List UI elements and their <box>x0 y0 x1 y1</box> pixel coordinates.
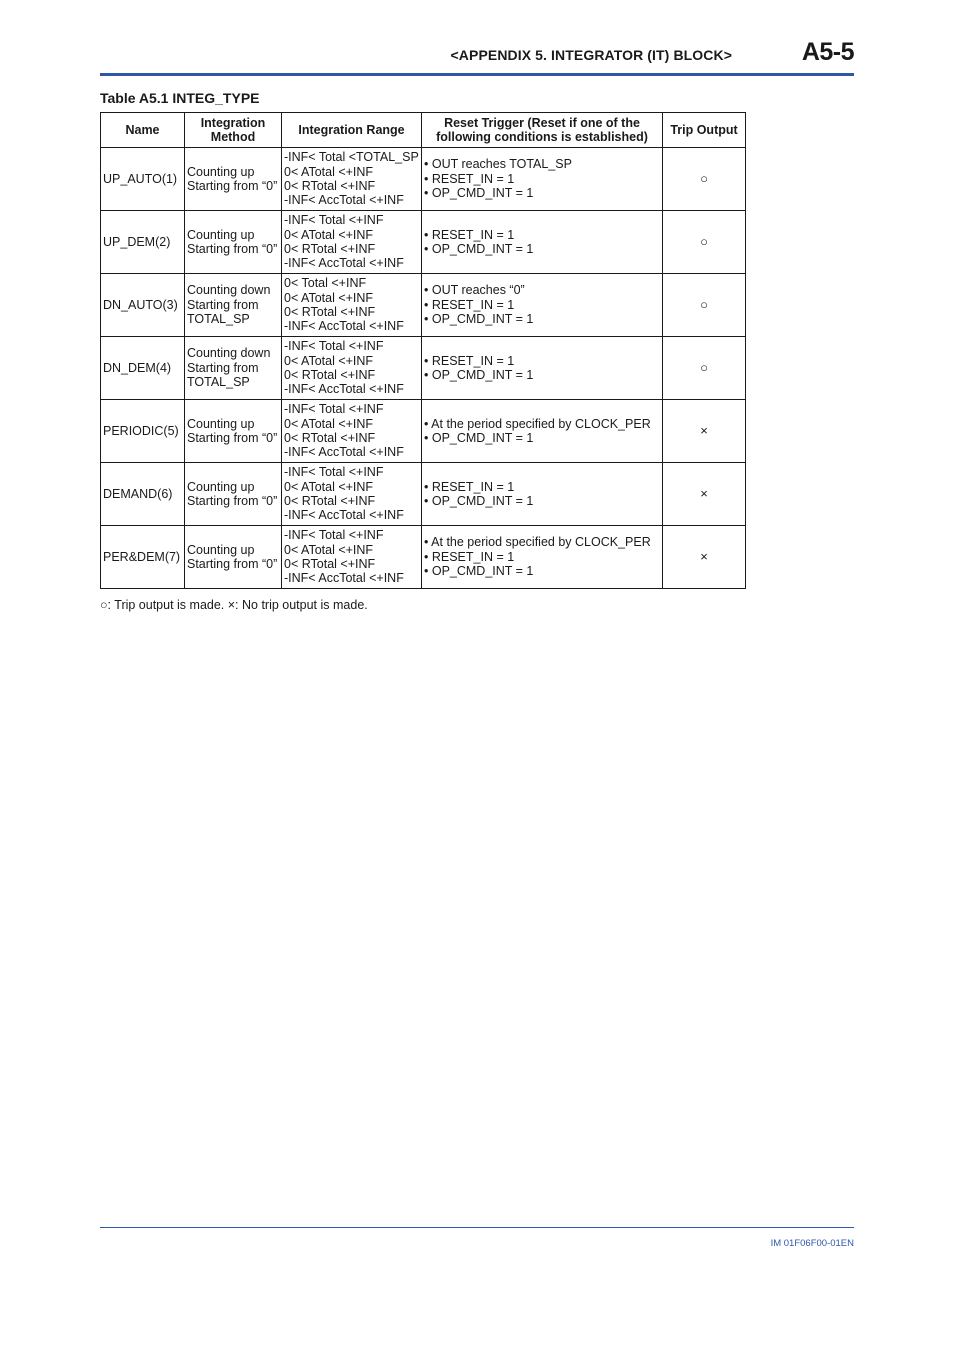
range-line: -INF< AccTotal <+INF <box>284 319 404 334</box>
cell-name: DEMAND(6) <box>101 463 185 526</box>
range-line: 0< Total <+INF <box>284 276 367 291</box>
reset-line: • OP_CMD_INT = 1 <box>424 564 534 579</box>
method-line: Starting from “0” <box>187 242 278 256</box>
range-line: 0< ATotal <+INF <box>284 542 374 557</box>
cross-icon: × <box>700 548 708 564</box>
header-trip: Trip Output <box>663 113 746 148</box>
cell-name: UP_DEM(2) <box>101 211 185 274</box>
header-name: Name <box>101 113 185 148</box>
method-line: Starting from “0” <box>187 179 278 193</box>
cross-icon: × <box>700 422 708 438</box>
reset-line: • At the period specified by CLOCK_PER <box>424 416 651 431</box>
cell-method <box>185 211 282 274</box>
cell-range <box>282 211 422 274</box>
reset-line: • RESET_IN = 1 <box>424 479 515 494</box>
cell-range <box>282 274 422 337</box>
table-footnote: ○: Trip output is made. ×: No trip output is made. <box>100 598 368 612</box>
cell-method <box>185 274 282 337</box>
cell-reset <box>422 274 663 337</box>
range-line: 0< RTotal <+INF <box>284 557 376 571</box>
range-line: 0< ATotal <+INF <box>284 416 374 431</box>
reset-line: • RESET_IN = 1 <box>424 171 515 186</box>
range-line: -INF< AccTotal <+INF <box>284 571 404 586</box>
reset-line: • OUT reaches “0” <box>424 283 525 298</box>
cell-method <box>185 400 282 463</box>
reset-line: • RESET_IN = 1 <box>424 227 515 242</box>
cell-reset <box>422 211 663 274</box>
range-line: -INF< Total <+INF <box>284 213 384 228</box>
method-line: TOTAL_SP <box>187 375 250 390</box>
range-line: 0< RTotal <+INF <box>284 494 376 508</box>
range-line: 0< ATotal <+INF <box>284 290 374 305</box>
cell-method <box>185 337 282 400</box>
circle-icon: ○ <box>700 170 708 186</box>
range-line: 0< RTotal <+INF <box>284 179 376 193</box>
table-row <box>101 337 746 400</box>
cell-reset <box>422 463 663 526</box>
method-line: Counting up <box>187 479 255 494</box>
circle-icon: ○ <box>700 296 708 312</box>
method-line: Counting down <box>187 283 271 298</box>
reset-line: • OP_CMD_INT = 1 <box>424 431 534 445</box>
method-line: TOTAL_SP <box>187 312 250 327</box>
range-line: -INF< Total <+INF <box>284 402 384 417</box>
method-line: Starting from “0” <box>187 431 278 445</box>
document-id: IM 01F06F00-01EN <box>770 1238 854 1249</box>
range-line: 0< ATotal <+INF <box>284 479 374 494</box>
reset-line: • OUT reaches TOTAL_SP <box>424 157 572 172</box>
cell-name: DN_DEM(4) <box>101 337 185 400</box>
cell-method <box>185 148 282 211</box>
table-header-row <box>101 113 746 148</box>
table-row <box>101 400 746 463</box>
cell-trip-output <box>663 463 746 526</box>
method-line: Starting from <box>187 297 259 312</box>
table-row <box>101 463 746 526</box>
cell-reset <box>422 526 663 589</box>
method-line: Starting from “0” <box>187 494 278 508</box>
cell-name: UP_AUTO(1) <box>101 148 185 211</box>
range-line: 0< RTotal <+INF <box>284 305 376 319</box>
cell-reset <box>422 400 663 463</box>
range-line: 0< ATotal <+INF <box>284 353 374 368</box>
header-method: Integration Method <box>185 113 282 148</box>
range-line: 0< ATotal <+INF <box>284 164 374 179</box>
reset-line: • RESET_IN = 1 <box>424 353 515 368</box>
reset-line: • OP_CMD_INT = 1 <box>424 494 534 508</box>
cell-trip-output <box>663 526 746 589</box>
circle-icon: ○ <box>700 233 708 249</box>
reset-line: • RESET_IN = 1 <box>424 549 515 564</box>
cell-range <box>282 526 422 589</box>
cell-range <box>282 463 422 526</box>
range-line: 0< RTotal <+INF <box>284 368 376 382</box>
header-reset: Reset Trigger (Reset if one of the following conditions is established) <box>422 113 663 148</box>
method-line: Starting from “0” <box>187 557 278 571</box>
cell-range <box>282 148 422 211</box>
table-row <box>101 526 746 589</box>
cell-name: PER&DEM(7) <box>101 526 185 589</box>
reset-line: • OP_CMD_INT = 1 <box>424 186 534 201</box>
cell-trip-output <box>663 337 746 400</box>
range-line: -INF< AccTotal <+INF <box>284 193 404 208</box>
page-number: A5-5 <box>801 38 854 66</box>
range-line: 0< RTotal <+INF <box>284 242 376 256</box>
cell-name: DN_AUTO(3) <box>101 274 185 337</box>
method-line: Counting up <box>187 542 255 557</box>
reset-line: • RESET_IN = 1 <box>424 297 515 312</box>
footer-divider <box>100 1227 854 1228</box>
range-line: -INF< AccTotal <+INF <box>284 508 404 523</box>
integ-type-table <box>100 112 746 589</box>
cell-trip-output <box>663 148 746 211</box>
range-line: -INF< Total <+INF <box>284 465 384 480</box>
circle-icon: ○ <box>700 359 708 375</box>
range-line: -INF< AccTotal <+INF <box>284 445 404 460</box>
range-line: -INF< Total <TOTAL_SP <box>284 150 419 165</box>
method-line: Starting from <box>187 360 259 375</box>
reset-line: • OP_CMD_INT = 1 <box>424 242 534 256</box>
range-line: 0< RTotal <+INF <box>284 431 376 445</box>
method-line: Counting up <box>187 416 255 431</box>
appendix-title: <APPENDIX 5. INTEGRATOR (IT) BLOCK> <box>450 47 732 63</box>
table-row <box>101 211 746 274</box>
method-line: Counting down <box>187 346 271 361</box>
range-line: -INF< Total <+INF <box>284 339 384 354</box>
method-line: Counting up <box>187 227 255 242</box>
reset-line: • OP_CMD_INT = 1 <box>424 312 534 327</box>
cell-reset <box>422 337 663 400</box>
header-divider <box>100 73 854 76</box>
cell-reset <box>422 148 663 211</box>
header-range: Integration Range <box>282 113 422 148</box>
cell-name: PERIODIC(5) <box>101 400 185 463</box>
reset-line: • At the period specified by CLOCK_PER <box>424 535 651 550</box>
table-row <box>101 148 746 211</box>
cell-range <box>282 337 422 400</box>
cell-trip-output <box>663 274 746 337</box>
cross-icon: × <box>700 485 708 501</box>
range-line: -INF< AccTotal <+INF <box>284 382 404 397</box>
cell-method <box>185 526 282 589</box>
range-line: -INF< AccTotal <+INF <box>284 256 404 271</box>
cell-trip-output <box>663 211 746 274</box>
table-row <box>101 274 746 337</box>
cell-method <box>185 463 282 526</box>
reset-line: • OP_CMD_INT = 1 <box>424 368 534 382</box>
table-body <box>101 148 746 589</box>
table-caption: Table A5.1 INTEG_TYPE <box>100 90 260 106</box>
cell-trip-output <box>663 400 746 463</box>
range-line: 0< ATotal <+INF <box>284 227 374 242</box>
method-line: Counting up <box>187 164 255 179</box>
range-line: -INF< Total <+INF <box>284 528 384 543</box>
cell-range <box>282 400 422 463</box>
